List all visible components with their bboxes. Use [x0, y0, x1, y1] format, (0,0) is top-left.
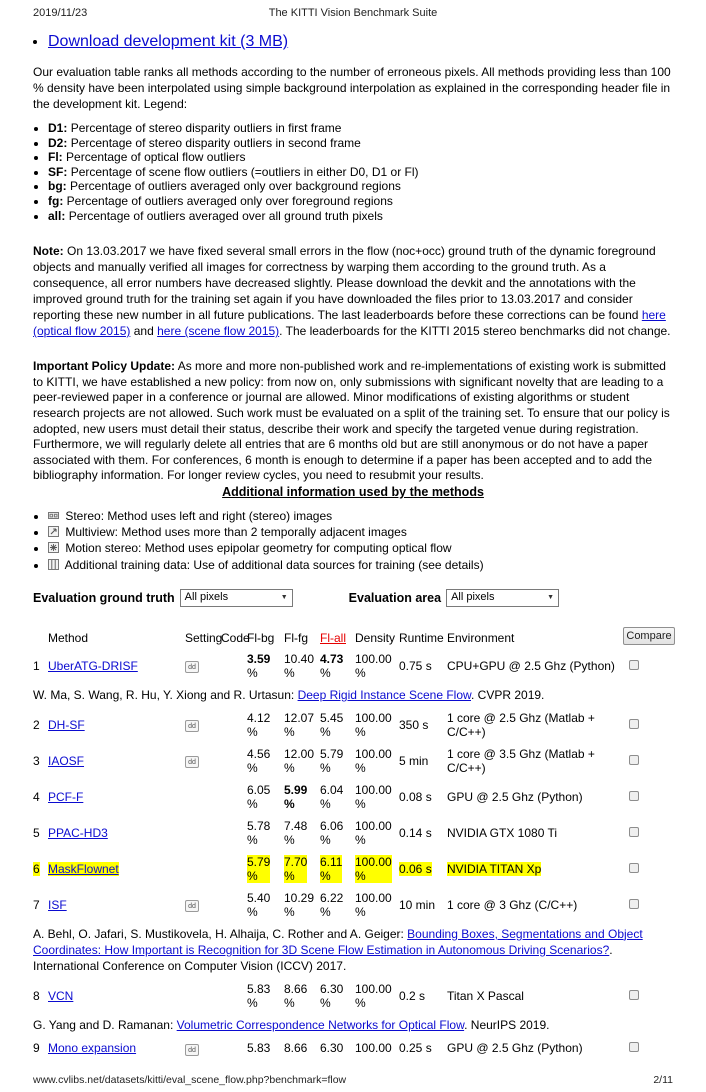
compare-checkbox[interactable] — [629, 863, 639, 873]
eval-ground-truth-label: Evaluation ground truth — [33, 590, 175, 605]
col-code: Code — [221, 630, 250, 645]
print-header — [33, 7, 673, 19]
table-row: 3 IAOSF dd 4.56 % 12.00 % 5.79 % 100.00 % 5 min 1 core @ 3.5 Ghz (Matlab + C/C++) — [33, 743, 673, 779]
method-link[interactable]: ISF — [48, 897, 67, 912]
col-setting: Setting — [185, 630, 223, 645]
method-link[interactable]: PPAC-HD3 — [48, 825, 108, 840]
col-flfg: Fl-fg — [284, 630, 308, 645]
legend-item-d2: • D2: Percentage of stereo disparity outliers in second frame — [48, 136, 673, 151]
chevron-down-icon: ▼ — [547, 593, 555, 601]
paper-link[interactable]: Deep Rigid Instance Scene Flow — [297, 687, 471, 702]
policy-paragraph: Important Policy Update: As more and more non-published work and re-implementations of existing work is submitted to KITTI, we have established a new policy: from now on, only submissions with significant novelty that are leading to a peer-reviewed paper in a conference or journal are allowed. Minor modifications of existing algorithms or student research projects are not allowed. Such work must be evaluated on a split of the training set. To ensure that our policy is adopted, new users must detail their status, describe their work and specify the targeted venue during registration. Furthermore, we will regularly delete all entries that are 6 months old but are still anonymous or do not have a paper associated with them. For conferences, 6 month is enough to determine if a paper has been accepted and to add the bibliography information. For longer review cycles, you need to resubmit your results. — [33, 359, 670, 483]
legend-item-all: • all: Percentage of outliers averaged over all ground truth pixels — [48, 209, 673, 224]
eval-area-select[interactable]: All pixels ▼ — [446, 589, 559, 607]
col-density: Density — [355, 630, 396, 645]
method-link[interactable]: UberATG-DRISF — [48, 658, 138, 673]
compare-checkbox[interactable] — [629, 827, 639, 837]
table-row-highlighted: 6 MaskFlownet 5.79 % 7.70 % 6.11 % 100.00 % 0.06 s NVIDIA TITAN Xp — [33, 851, 673, 887]
print-footer — [33, 1060, 673, 1086]
scene-flow-2015-link[interactable]: here (scene flow 2015) — [157, 324, 280, 339]
code-icon[interactable] — [185, 720, 199, 732]
method-link[interactable]: VCN — [48, 988, 74, 1003]
code-icon[interactable] — [185, 900, 199, 912]
col-flbg: Fl-bg — [247, 630, 275, 645]
legend-item-bg: • bg: Percentage of outliers averaged only over background regions — [48, 179, 673, 194]
list-item-motion-stereo: • Motion stereo: Method uses epipolar geometry for computing optical flow — [48, 541, 673, 557]
method-link[interactable]: DH-SF — [48, 717, 85, 732]
legend-item-d1: • D1: Percentage of stereo disparity outliers in first frame — [48, 121, 673, 136]
compare-checkbox[interactable] — [629, 1042, 639, 1052]
leaderboard-table — [33, 625, 673, 1061]
page-title: The KITTI Vision Benchmark Suite — [268, 7, 438, 19]
eval-ground-truth-select[interactable]: All pixels ▼ — [180, 589, 293, 607]
table-row: 2 DH-SF dd 4.12 % 12.07 % 5.45 % 100.00 % 350 s 1 core @ 2.5 Ghz (Matlab + C/C++) — [33, 707, 673, 743]
code-icon[interactable] — [185, 756, 199, 768]
compare-checkbox[interactable] — [629, 990, 639, 1000]
additional-info-heading: Additional information used by the methods — [222, 484, 484, 499]
col-method: Method — [48, 630, 89, 645]
optical-flow-2015-link[interactable]: here (optical flow 2015) — [33, 308, 666, 339]
table-row: 1 UberATG-DRISF dd 3.59 % 10.40 % 4.73 % 100.00 % 0.75 s CPU+GPU @ 2.5 Ghz (Python) — [33, 648, 673, 684]
legend-item-fg: • fg: Percentage of outliers averaged only over foreground regions — [48, 194, 673, 209]
list-item-stereo: • Stereo: Method uses left and right (stereo) images — [48, 509, 673, 525]
compare-checkbox[interactable] — [629, 791, 639, 801]
multiview-icon — [48, 526, 59, 541]
col-runtime: Runtime — [399, 630, 444, 645]
table-row: 8 VCN 5.83 % 8.66 % 6.30 % 100.00 % 0.2 s Titan X Pascal — [33, 978, 673, 1014]
stereo-icon — [48, 510, 59, 525]
footer-url: www.cvlibs.net/datasets/kitti/eval_scene_flow.php?benchmark=flow — [33, 1074, 347, 1087]
compare-checkbox[interactable] — [629, 719, 639, 729]
compare-checkbox[interactable] — [629, 755, 639, 765]
col-flall-sort-link[interactable]: Fl-all — [320, 630, 346, 645]
code-icon[interactable] — [185, 1044, 199, 1056]
motion-stereo-icon — [48, 542, 59, 557]
chevron-down-icon: ▼ — [280, 593, 288, 601]
legend-item-fl: • Fl: Percentage of optical flow outliers — [48, 150, 673, 165]
intro-paragraph: Our evaluation table ranks all methods according to the number of erroneous pixels. All methods providing less than 100 % density have been interpolated using simple background interpolation as explained in the corresponding header file in the development kit. Legend: — [33, 65, 671, 111]
list-item-multiview: • Multiview: Method uses more than 2 temporally adjacent images — [48, 525, 673, 541]
col-environment: Environment — [447, 630, 515, 645]
paper-link[interactable]: Volumetric Correspondence Networks for Optical Flow — [176, 1017, 465, 1032]
eval-area-label: Evaluation area — [348, 590, 442, 605]
citation: W. Ma, S. Wang, R. Hu, Y. Xiong and R. Urtasun: Deep Rigid Instance Scene Flow. CVPR 2019. — [33, 687, 545, 702]
legend-list — [48, 121, 673, 223]
table-row: 5 PPAC-HD3 5.78 % 7.48 % 6.06 % 100.00 % 0.14 s NVIDIA GTX 1080 Ti — [33, 815, 673, 851]
citation: A. Behl, O. Jafari, S. Mustikovela, H. Alhaija, C. Rother and A. Geiger: Bounding Boxes, Segmentations and Object Coordinates: How Important is Recognition for 3D Scene Flow Estimation in Autonomous Driving Scenarios?. International Conference on Computer Vision (ICCV) 2017. — [33, 926, 643, 973]
additional-info-list — [48, 509, 673, 574]
additional-training-icon — [48, 559, 59, 574]
code-icon[interactable] — [185, 661, 199, 673]
note-paragraph: Note: On 13.03.2017 we have fixed several small errors in the flow (noc+occ) ground truth of the dynamic foreground objects and manually verified all images for correctness by warping them according to the ground truth. As a consequence, all error numbers have decreased slightly. Please download the devkit and the annotations with the improved ground truth for the training set again if you have downloaded the files prior to 13.03.2017 and consider reporting these new number in all future publications. The last leaderboards before these corrections can be found here (optical flow 2015) and here (scene flow 2015). The leaderboards for the KITTI 2015 stereo benchmarks did not change. — [33, 244, 671, 339]
method-link[interactable]: PCF-F — [48, 789, 84, 804]
download-devkit-link[interactable]: Download development kit (3 MB) — [48, 33, 289, 50]
print-date: 2019/11/23 — [33, 7, 88, 19]
method-link[interactable]: MaskFlownet — [48, 861, 119, 876]
list-item — [48, 34, 673, 49]
citation: G. Yang and D. Ramanan: Volumetric Correspondence Networks for Optical Flow. NeurIPS 2019. — [33, 1017, 550, 1032]
method-link[interactable]: IAOSF — [48, 753, 85, 768]
footer-page-number: 2/11 — [653, 1074, 673, 1087]
table-row: 7 ISF dd 5.40 % 10.29 % 6.22 % 100.00 % 10 min 1 core @ 3 Ghz (C/C++) — [33, 887, 673, 923]
table-header-row — [33, 625, 673, 648]
compare-checkbox[interactable] — [629, 899, 639, 909]
compare-button[interactable]: Compare — [623, 627, 675, 645]
list-item-additional-training: • Additional training data: Use of additional data sources for training (see details) — [48, 558, 673, 574]
table-row: 9 Mono expansion dd 5.83 8.66 6.30 100.00 0.25 s GPU @ 2.5 Ghz (Python) — [33, 1037, 673, 1061]
compare-checkbox[interactable] — [629, 660, 639, 670]
paper-link[interactable]: Bounding Boxes, Segmentations and Object Coordinates: How Important is Recognition for 3D Scene Flow Estimation in Autonomous Driving Scenarios? — [33, 926, 643, 957]
legend-item-sf: • SF: Percentage of scene flow outliers (=outliers in either D0, D1 or Fl) — [48, 165, 673, 180]
table-row: 4 PCF-F 6.05 % 5.99 % 6.04 % 100.00 % 0.08 s GPU @ 2.5 Ghz (Python) — [33, 779, 673, 815]
evaluation-controls — [33, 589, 673, 607]
method-link[interactable]: Mono expansion — [48, 1041, 137, 1056]
